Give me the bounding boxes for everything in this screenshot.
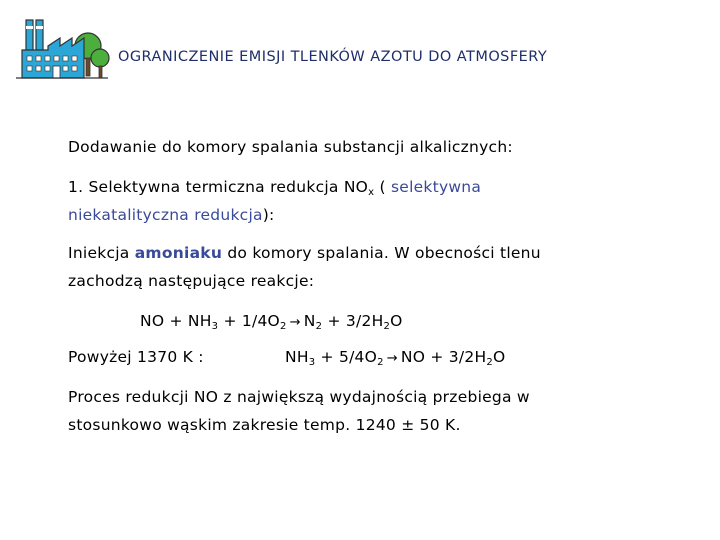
reaction-1-sub: 2 [280, 321, 287, 332]
reaction-1-part: + 1/4O [218, 312, 281, 330]
reaction-2-part: NO + 3/2H [400, 348, 487, 366]
reaction-2 [285, 347, 505, 369]
method-subscript: x [368, 187, 375, 198]
injection-line [68, 243, 541, 263]
reaction-2-label: Powyżej 1370 K : [68, 348, 204, 366]
reaction-1-sub: 3 [211, 321, 219, 332]
ammonia-term: amoniaku [134, 244, 223, 262]
arrow-icon: → [386, 351, 398, 366]
reaction-2-sub: 2 [486, 357, 494, 368]
reaction-2-part: O [493, 348, 506, 366]
reaction-1-part: + 3/2H [322, 312, 384, 330]
method-paren: ( [374, 178, 391, 196]
reaction-2-part: NH [285, 348, 309, 366]
reaction-2-sub: 3 [308, 357, 316, 368]
reaction-1-sub: 2 [315, 321, 323, 332]
reaction-1 [140, 311, 403, 333]
reaction-1-sub: 2 [383, 321, 391, 332]
injection-text-a: Iniekcja [68, 244, 135, 262]
process-line: Proces redukcji NO z największą wydajnością przebiega w [68, 388, 530, 406]
page-title: OGRANICZENIE EMISJI TLENKÓW AZOTU DO ATMOSFERY [118, 49, 548, 65]
reaction-1-part: NO + NH [140, 312, 212, 330]
reaction-2-part: + 5/4O [315, 348, 378, 366]
method-term-2: niekatalityczna redukcja [68, 206, 263, 224]
injection-text-c: do komory spalania. W obecności tlenu [222, 244, 541, 262]
reactions-intro: zachodzą następujące reakcje: [68, 272, 315, 290]
arrow-icon: → [289, 315, 301, 330]
reaction-1-part: O [390, 312, 403, 330]
method-text: 1. Selektywna termiczna redukcja NO [68, 178, 369, 196]
reaction-2-sub: 2 [377, 357, 384, 368]
method-close: ): [262, 206, 275, 224]
method-line-2 [68, 205, 275, 225]
process-line-2: stosunkowo wąskim zakresie temp. 1240 ± 50 K. [68, 416, 461, 434]
method-line [68, 177, 481, 197]
factory-icon [14, 14, 110, 84]
method-term: selektywna [390, 178, 482, 196]
intro-line: Dodawanie do komory spalania substancji alkalicznych: [68, 138, 513, 156]
reaction-1-part: N [303, 312, 316, 330]
